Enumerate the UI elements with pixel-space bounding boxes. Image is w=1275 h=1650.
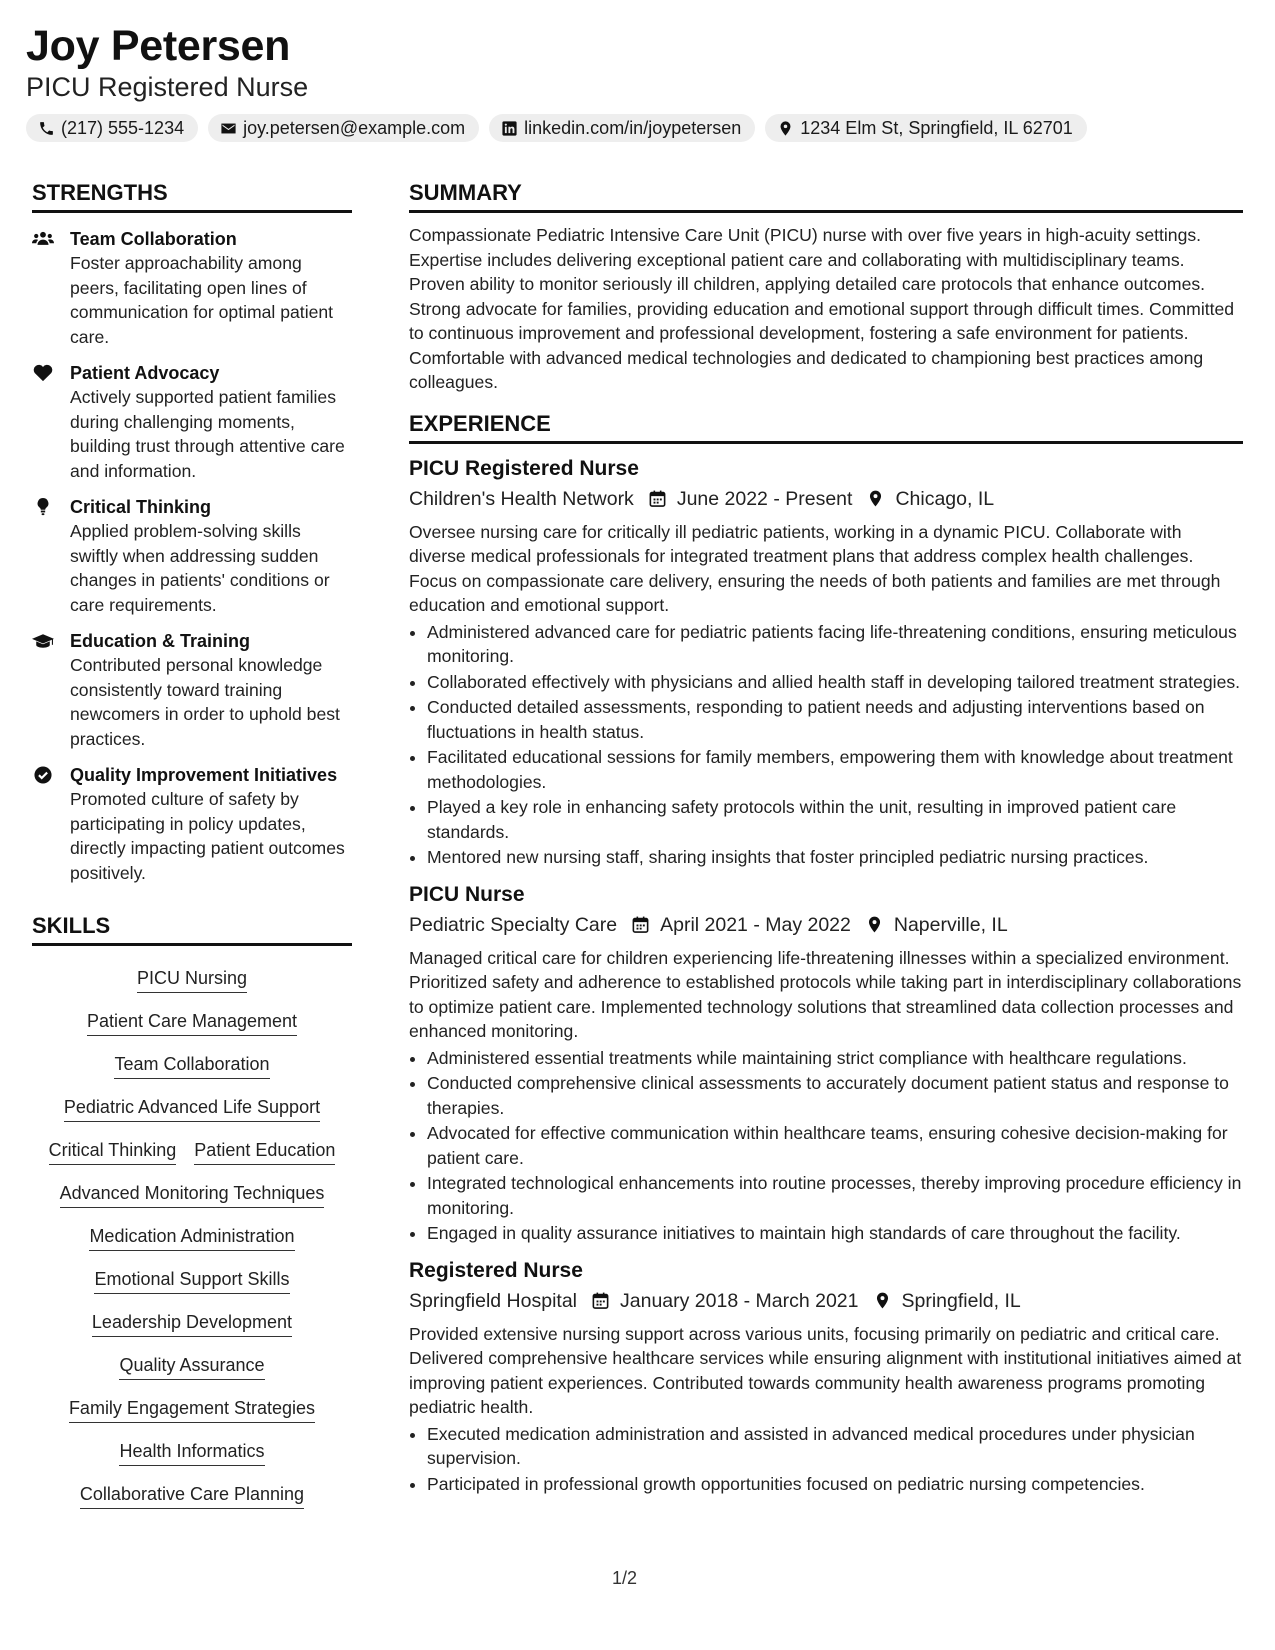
strength-title: Quality Improvement Initiatives [70,765,338,785]
job-description: Oversee nursing care for critically ill pediatric patients, working in a dynamic PICU. Collaborate with diverse medical professionals for integrated treatment plans that address complex health challenges. Focus on compassionate care delivery, ensuring the needs of both patients and families are met through education and emotional support. [409,521,1221,615]
graduation-cap-icon [32,632,54,650]
right-column [409,180,1243,1497]
map-pin-icon [866,489,885,508]
job-entry [409,454,1243,870]
strengths-heading: STRENGTHS [32,180,352,213]
job-title: Registered Nurse [409,1258,583,1282]
job-bullet: • Conducted detailed assessments, responding to patient needs and adjusting interventions based on fluctuations in health status. [427,695,1243,744]
job-description: Managed critical care for children experiencing life-threatening illnesses within a specialized environment. Prioritized safety and adherence to established protocols while taking part in interdisciplinary collaborations to optimize patient care. Implemented technology solutions that streamlined data collection processes and enhanced monitoring. [409,947,1242,1041]
calendar-icon [631,915,650,934]
job-bullet: • Administered advanced care for pediatric patients facing life-threatening conditions, ensuring meticulous monitoring. [427,620,1243,669]
job-bullets [409,620,1243,870]
skill-tag: Health Informatics [119,1434,264,1466]
strength-title: Critical Thinking [70,497,212,517]
job-bullet: • Administered essential treatments while maintaining strict compliance with healthcare regulations. [427,1046,1243,1071]
job-bullet: • Advocated for effective communication within healthcare teams, ensuring cohesive decision-making for patient care. [427,1121,1243,1170]
left-column [32,180,352,1515]
job-title: PICU Nurse [409,882,525,906]
job-company: Pediatric Specialty Care [409,913,618,936]
skills-list [32,956,352,1515]
job-location: Springfield, IL [901,1289,1021,1312]
job-dates: January 2018 - March 2021 [620,1289,859,1312]
job-dates: June 2022 - Present [676,487,853,510]
strength-item [32,227,352,349]
strength-title: Education & Training [70,631,251,651]
job-bullet: • Mentored new nursing staff, sharing insights that foster principled pediatric nursing practices. [427,845,1243,870]
strengths-list [32,227,352,885]
calendar-icon [648,489,667,508]
skill-tag: Patient Education [194,1133,335,1165]
skill-tag: Critical Thinking [49,1133,177,1165]
job-dates: April 2021 - May 2022 [660,913,851,936]
summary-text: Compassionate Pediatric Intensive Care Unit (PICU) nurse with over five years in high-acuity settings. Expertise includes delivering exceptional patient care and collaborating with multidisciplinary teams. Proven ability to monitor seriously ill children, applying detailed care protocols that enhance outcomes. Strong advocate for families, providing education and emotional support through difficult times. Committed to continuous improvement and professional development, fostering a safe environment for patients. Comfortable with advanced medical technologies and dedicated to championing best practices among colleagues. [409,225,1235,392]
summary-heading: SUMMARY [409,180,1243,213]
skill-tag: Collaborative Care Planning [80,1477,304,1509]
check-circle-icon [32,766,54,784]
skill-tag: Patient Care Management [87,1004,297,1036]
strength-title: Patient Advocacy [70,363,220,383]
contact-address-text: 1234 Elm St, Springfield, IL 62701 [800,117,1073,138]
calendar-icon [591,1291,610,1310]
strength-desc: Contributed personal knowledge consistently toward training newcomers in order to uphold best practices. [70,655,340,749]
contact-address [765,114,1087,142]
skill-tag: Quality Assurance [119,1348,264,1380]
skill-tag: Leadership Development [92,1305,292,1337]
lightbulb-icon [32,498,54,516]
candidate-role: PICU Registered Nurse [26,72,309,102]
skill-tag: Advanced Monitoring Techniques [60,1176,325,1208]
strength-desc: Applied problem-solving skills swiftly when addressing sudden changes in patients' conditions or care requirements. [70,521,330,615]
job-meta [409,1286,1243,1316]
job-entry [409,1256,1243,1497]
map-pin-icon [777,120,794,137]
job-company: Springfield Hospital [409,1289,578,1312]
strength-title: Team Collaboration [70,229,237,249]
skill-tag: Team Collaboration [114,1047,269,1079]
contact-phone[interactable] [26,114,198,142]
strength-item [32,763,352,885]
job-bullet: • Engaged in quality assurance initiatives to maintain high standards of care throughout the facility. [427,1221,1243,1246]
job-bullet: • Played a key role in enhancing safety protocols within the unit, resulting in improved patient care standards. [427,795,1243,844]
job-meta [409,910,1243,940]
job-title: PICU Registered Nurse [409,456,639,480]
heart-icon [32,364,54,382]
job-bullets [409,1046,1243,1246]
skill-tag: Medication Administration [89,1219,294,1251]
job-meta [409,484,1243,514]
skill-tag: Emotional Support Skills [94,1262,289,1294]
job-bullet: • Executed medication administration and assisted in advanced medical procedures under physician supervision. [427,1422,1243,1471]
candidate-name: Joy Petersen [26,22,291,70]
job-bullet: • Facilitated educational sessions for family members, empowering them with knowledge about treatment methodologies. [427,745,1243,794]
contact-linkedin-text: linkedin.com/in/joypetersen [524,117,742,138]
job-bullet: • Collaborated effectively with physicians and allied health staff in developing tailored treatment strategies. [427,670,1243,695]
contact-email[interactable] [208,114,479,142]
job-location: Chicago, IL [895,487,995,510]
contact-bar [26,114,1087,142]
experience-heading: EXPERIENCE [409,411,1243,444]
contact-phone-text: (217) 555-1234 [61,117,185,138]
users-icon [32,230,54,248]
job-bullet: • Participated in professional growth opportunities focused on pediatric nursing competencies. [427,1472,1243,1497]
job-company: Children's Health Network [409,487,634,510]
strength-item [32,361,352,483]
strength-item [32,495,352,617]
job-description: Provided extensive nursing support across various units, focusing primarily on pediatric and critical care. Delivered comprehensive healthcare services while ensuring alignment with institutional initiatives aimed at improving patient experiences. Contributed towards community health awareness programs promoting pediatric health. [409,1323,1242,1417]
skill-tag: PICU Nursing [137,961,247,993]
job-bullets [409,1422,1243,1497]
strength-item [32,629,352,751]
job-location: Naperville, IL [893,913,1008,936]
experience-section [409,411,1243,1497]
page-number: 1/2 [612,1568,638,1588]
skill-tag: Pediatric Advanced Life Support [64,1090,320,1122]
job-bullet: • Integrated technological enhancements into routine processes, thereby improving procedure efficiency in monitoring. [427,1171,1243,1220]
job-entry [409,880,1243,1246]
strength-desc: Promoted culture of safety by participating in policy updates, directly impacting patient outcomes positively. [70,789,345,883]
contact-linkedin[interactable] [489,114,755,142]
job-bullet: • Conducted comprehensive clinical assessments to accurately document patient status and response to therapies. [427,1071,1243,1120]
map-pin-icon [865,915,884,934]
skills-section [32,913,352,1515]
strength-desc: Actively supported patient families during challenging moments, building trust through attentive care and information. [70,387,345,481]
skill-tag: Family Engagement Strategies [69,1391,315,1423]
skills-heading: SKILLS [32,913,352,946]
strength-desc: Foster approachability among peers, facilitating open lines of communication for optimal patient care. [70,253,334,347]
envelope-icon [220,120,237,137]
map-pin-icon [873,1291,892,1310]
linkedin-icon [501,120,518,137]
contact-email-text: joy.petersen@example.com [243,117,466,138]
phone-icon [38,120,55,137]
